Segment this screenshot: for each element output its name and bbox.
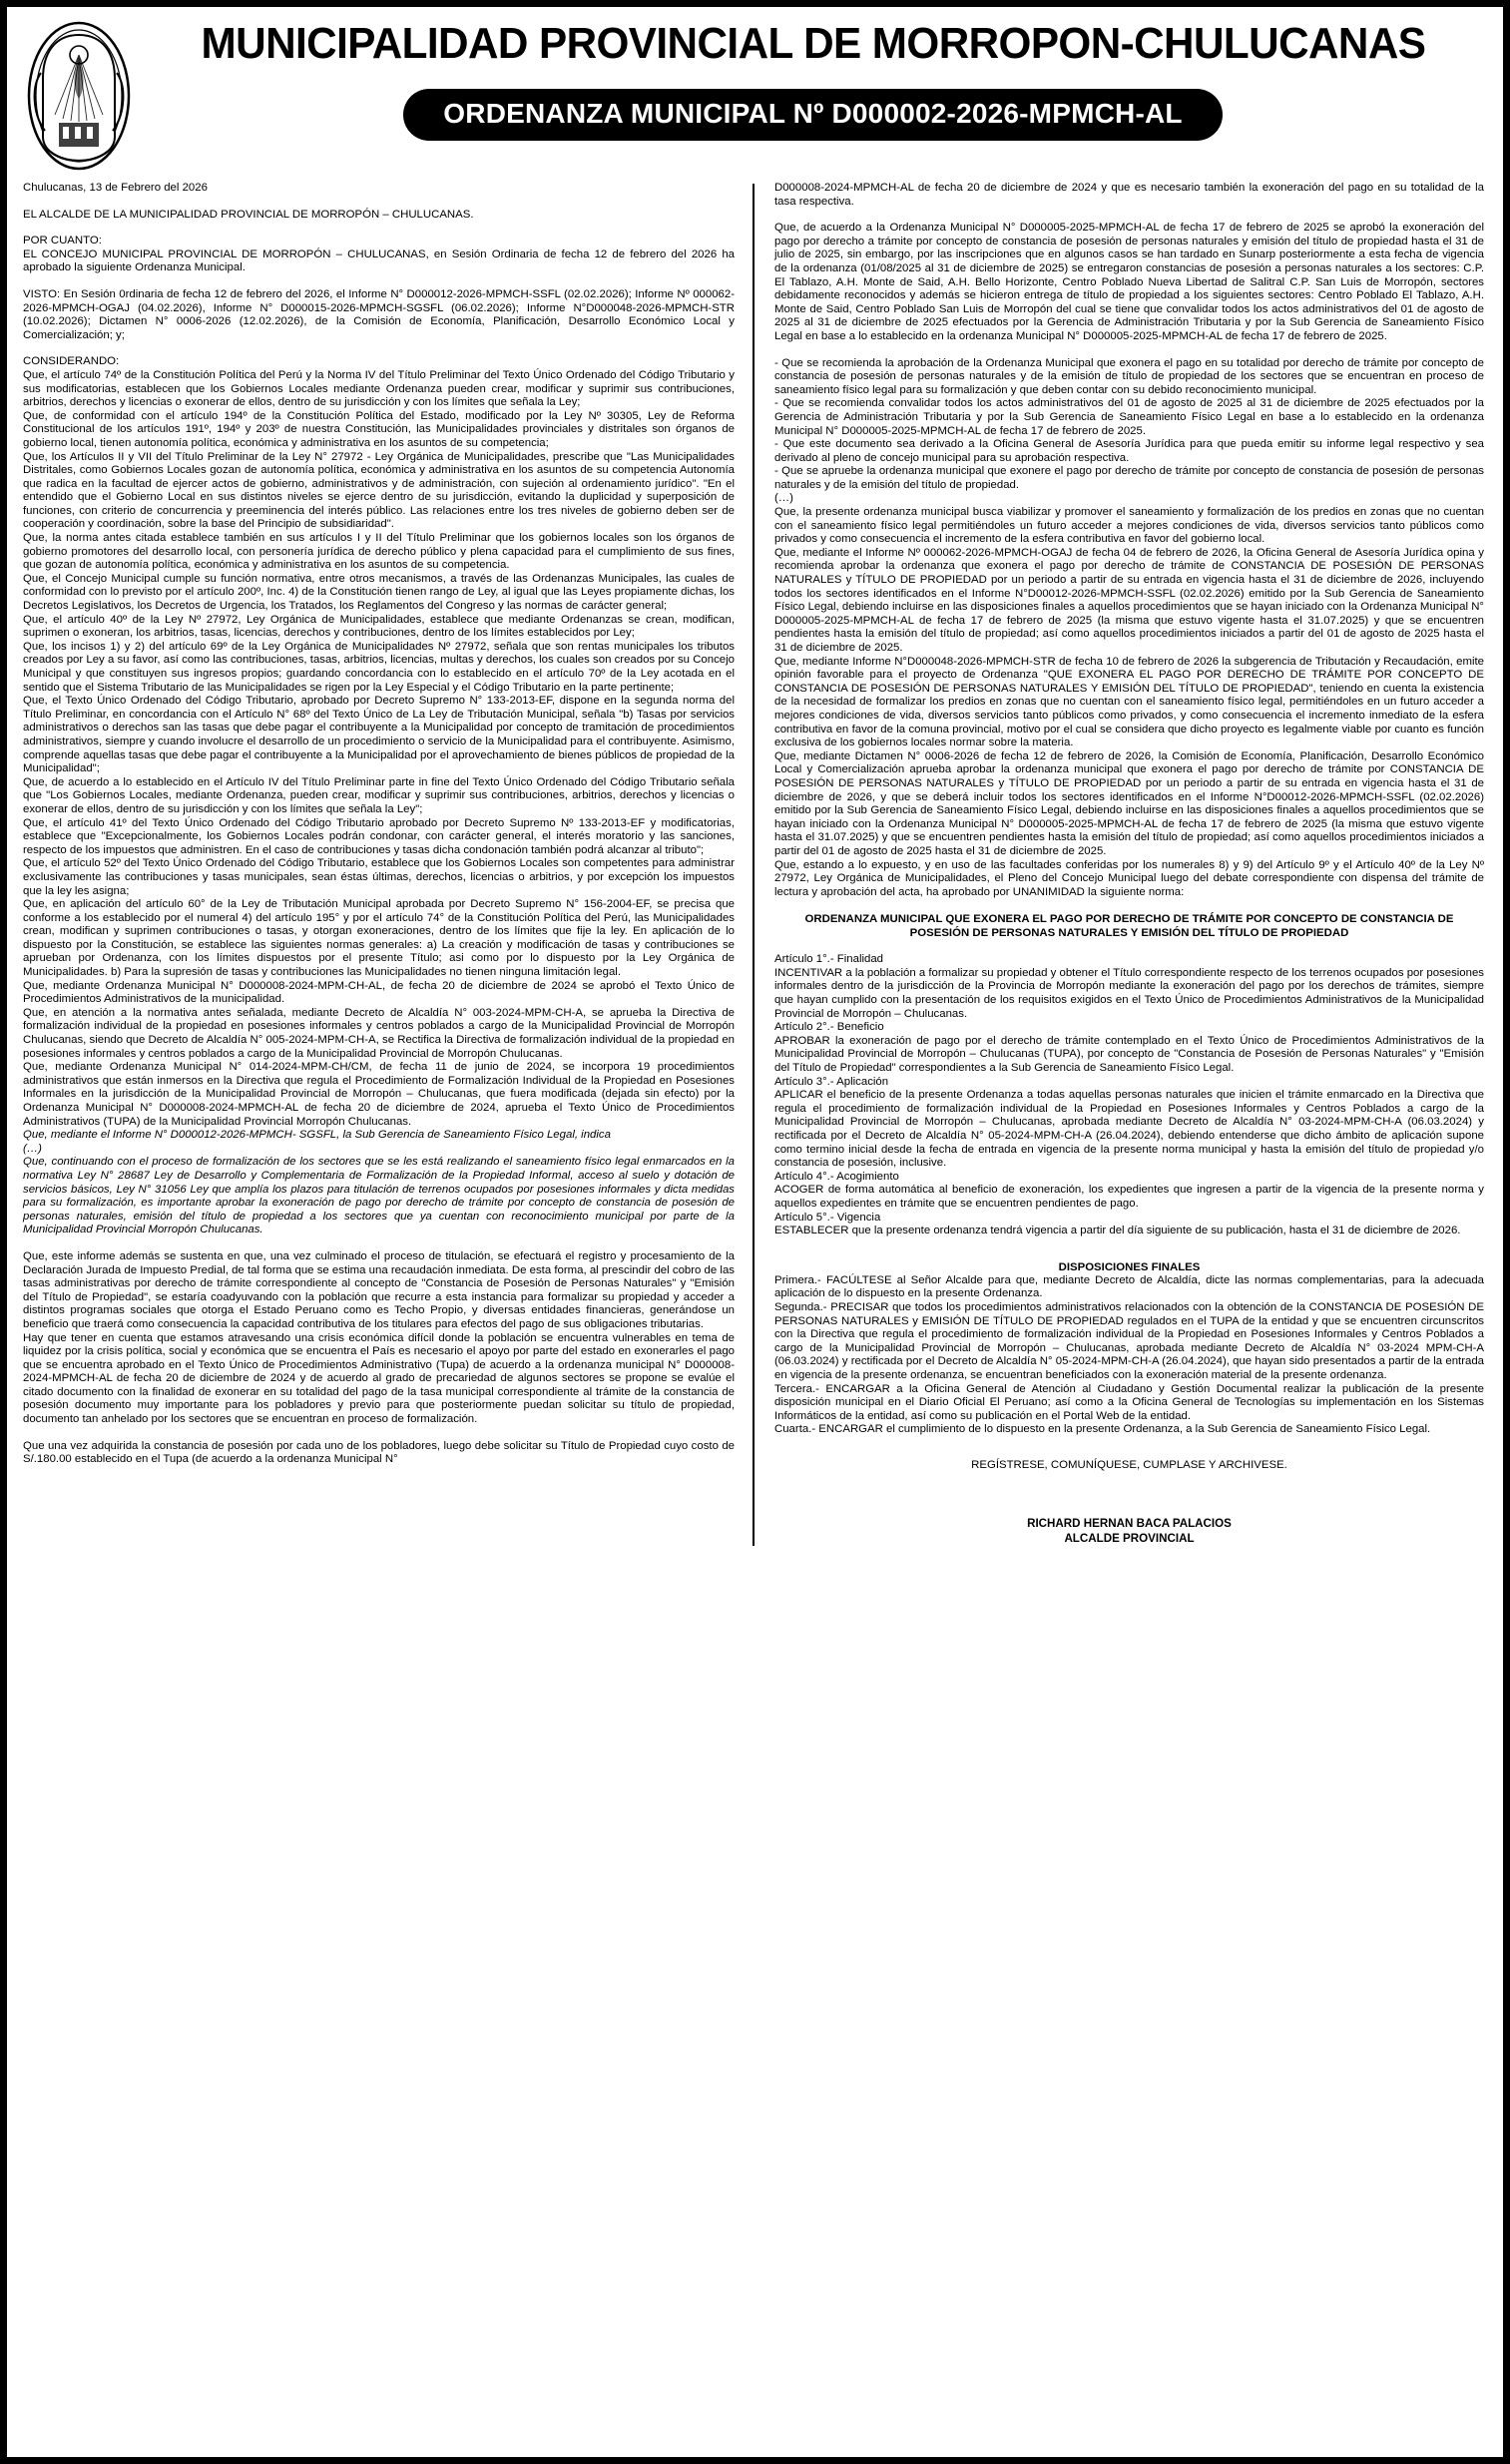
document-header [7, 7, 1503, 182]
considerando-item: Que, mediante Ordenanza Municipal N° 014-2024-MPM-CH/CM, de fecha 11 de junio de 2024, se incorpora 19 procedimientos administrativos que están inmersos en la Directiva que regula el Procedimiento de Formalización Individual de la Propiedad en Posesiones Informales en la jurisdicción de la Municipalidad Provincial de Morropón – Chulucanas, que fuera modificada (dejada sin efecto) por la Ordenanza Municipal N° D000008-2024-MPMCH-AL de fecha 20 de diciembre de 2024, aprueba el Texto Único de Procedimientos Administrativos (TUPA) de la Municipalidad Provincial Morropón Chulucanas. [23, 1061, 735, 1128]
article-title: Artículo 5°.- Vigencia [774, 1211, 881, 1224]
article-title: Artículo 1°.- Finalidad [774, 953, 884, 966]
article-body: APROBAR la exoneración de pago por el derecho de trámite contemplado en el Texto Único de Procedimientos Administrativos de la Municipalidad Provincial de Morropón – Chulucanas (TUPA), por concepto de "Constancia de Posesión de Personas Naturales" y "Emisión del Título de Propiedad" correspondientes a la Sub Gerencia de Saneamiento Físico Legal. [774, 1034, 1484, 1075]
document-body [7, 182, 1503, 1546]
considerando-item: Que, los incisos 1) y 2) del artículo 69º de la Ley Orgánica de Municipalidades Nº 27972, señala que son rentas municipales los tributos creados por Ley a su favor, así como las contribuciones, tasas, arbitrios, licencias, multas y derechos, los cuales son creados por su Concejo Municipal y que constituyen sus ingresos propios; guardando concordancia con lo establecido en el artículo 70º de la Ley acotada en el sentido que el Sistema Tributario de las Municipalidades se rigen por la Ley Especial y el Código Tributario en la parte pertinente; [23, 640, 735, 694]
right-paragraph: - Que se recomienda convalidar todos los actos administrativos del 01 de agosto de 2025 al 31 de diciembre de 2025 efectuados por la Gerencia de Administración Tributaria y por la Sub Gerencia de Saneamiento Físico Legal en base a lo establecido en la ordenanza Municipal N° D000005-2025-MPMCH-AL de fecha 17 de febrero de 2025. [774, 397, 1484, 437]
signature-name: RICHARD HERNAN BACA PALACIOS [1027, 1517, 1232, 1531]
right-paragraph: Que, de acuerdo a la Ordenanza Municipal N° D000005-2025-MPMCH-AL de fecha 17 de febrero de 2025 se aprobó la exoneración del pago por derecho a trámite por concepto de constancia de posesión de personas naturales y emisión del título de propiedad hasta el 31 de julio de 2025, sin embargo, por las inscripciones que en algunos casos se han tardado en Sunarp posteriormente a esta fecha de vigencia de la ordenanza (01/08/2025 al 31 de diciembre de 2025) se entregaron constancias de posesión a personas naturales a los sectores: C.P. El Tablazo, A.H. Monte de Said, A.H. Bello Horizonte, Centro Poblado Nueva Libertad de Salitral C.P. San Luis de Morropón, sectores debidamente reconocidos y además se hicieron entrega de título de propiedad a los siguientes sectores: Centro Poblado El Tablazo, A.H. Monte de Said, Centro Poblado San Luis de Morropón del cual se tiene que convalidar todos los actos administrativos del 01 de agosto de 2025 al 31 de diciembre de 2025 efectuados por la Gerencia de Administración Tributaria y por la Sub Gerencia de Saneamiento Físico Legal en base a lo establecido en la ordenanza Municipal N° D000005-2025-MPMCH-AL de fecha 17 de febrero de 2025. [774, 222, 1484, 342]
place-date: Chulucanas, 13 de Febrero del 2026 [23, 182, 208, 194]
informe-italic-intro: Que, mediante el Informe N° D000012-2026-MPMCH- SGSFL, la Sub Gerencia de Saneamiento Físico Legal, indica [23, 1129, 611, 1142]
final-provision-item: Tercera.- ENCARGAR a la Oficina General de Atención al Ciudadano y Gestión Documental realizar la publicación de la presente disposición municipal en el Diario Oficial El Peruano; así como a la Oficina General de Tecnologías su implementación en los Sistemas Informáticos de la entidad, así como su publicación en el Portal Web de la entidad. [774, 1382, 1484, 1422]
article-body: ESTABLECER que la presente ordenanza tendrá vigencia a partir del día siguiente de su publicación, hasta el 31 de diciembre de 2026. [774, 1225, 1461, 1237]
signature-role: ALCALDE PROVINCIAL [1064, 1532, 1195, 1546]
ellipsis-marker: (…) [774, 492, 793, 505]
visto-paragraph: VISTO: En Sesión 0rdinaria de fecha 12 de febrero del 2026, el Informe N° D000012-2026-MPMCH-SSFL (02.02.2026); Informe Nº 000062-2026-MPMCH-OGAJ (04.02.2026), Informe N° D000015-2026-MPMCH-SGSFL (06.02.2026); Informe N°D000048-2026-MPMCH-STR (10.02.2026); Dictamen N° 0006-2026 (12.02.2026), de la Comisión de Economía, Planificación, Desarrollo Económico Local y Comercialización; y; [23, 287, 735, 341]
left-column-last-paragraph: Que una vez adquirida la constancia de posesión por cada uno de los pobladores, luego debe solicitar su Título de Propiedad cuyo costo de S/.180.00 establecido en el Tupa (de acuerdo a la ordenanza Municipal N° [23, 1439, 735, 1466]
continuation-paragraph: D000008-2024-MPMCH-AL de fecha 20 de diciembre de 2024 y que es necesario también la exoneración del pago en su totalidad de la tasa respectiva. [774, 182, 1484, 208]
right-paragraph: Que, la presente ordenanza municipal busca viabilizar y promover el saneamiento y formalización de los predios en zonas que no cuentan con el saneamiento físico legal permitiéndoles un futuro acceder a mejores condiciones de vida, diversos servicios tanto públicos como privados y como consecuencia el incremento de la esfera contributiva en favor del gobierno local. [774, 506, 1484, 546]
left-column [23, 182, 749, 1546]
right-paragraph: Que, mediante Informe N°D000048-2026-MPMCH-STR de fecha 10 de febrero de 2026 la subgerencia de Tributación y Recaudación, emite opinión favorable para el proyecto de Ordenanza "QUE EXONERA EL PAGO POR DERECHO DE TRÁMITE POR CONCEPTO DE CONSTANCIA DE POSESIÓN DE PERSONAS NATURALES Y EMISIÓN DEL TÍTULO DE PROPIEDAD", teniendo en cuenta la existencia de la necesidad de formalizar los predios en zonas que no cuentan con el saneamiento físico legal, permitiéndoles en un futuro acceder a mejores condiciones de vida, diversos servicios tanto públicos como privados, y como consecuencia el incremento inmediato de la esfera contributiva en favor de la comuna provincial, motivo por el cual se considera que dicho proyecto es legalmente viable por cuanto es función exclusiva de los gobiernos locales normar sobre la materia. [774, 655, 1484, 749]
right-paragraph: Que, estando a lo expuesto, y en uso de las facultades conferidas por los numerales 8) y 9) del Artículo 9º y el Artículo 40º de la Ley Nº 27972, Ley Orgánica de Municipalidades, el Pleno del Concejo Municipal luego del debate correspondiente con dispensa del trámite de lectura y aprobación del acta, ha aprobado por UNANIMIDAD la siguiente norma: [774, 858, 1484, 898]
closing-paragraph: Que, este informe además se sustenta en que, una vez culminado el proceso de titulación, se efectuará el registro y procesamiento de la Declaración Jurada de Impuesto Predial, de tal forma que se estima una recaudación inmediata. De esta forma, al prescindir del cobro de las tasas administrativas por derecho de trámite correspondiente al concepto de "Constancia de Posesión de Personas Naturales" y "Emisión del Título de Propiedad", se estaría coadyuvando con la población que recurre a esta instancia para formalizar su propiedad y acceder a distintos programas sociales que otorga el Estado Peruano como es Techo Propio, y diversas entidades financieras, generándose un beneficio que traerá como consecuencia la capacidad contributiva de los titulares para efectos del pago de sus obligaciones tributarias. [23, 1249, 735, 1330]
considerando-label: CONSIDERANDO: [23, 355, 120, 368]
considerando-item: Que, el artículo 52º del Texto Único Ordenado del Código Tributario, establece que los Gobiernos Locales son competentes para administrar exclusivamente las contribuciones y tasas municipales, sean éstas últimas, derechos, licencias o arbitrios, y por excepción los impuestos que la ley les asigna; [23, 857, 735, 897]
ordinance-number-badge: ORDENANZA MUNICIPAL Nº D000002-2026-MPMCH-AL [403, 89, 1222, 141]
considerando-item: Que, los Artículos II y VII del Título Preliminar de la Ley N° 27972 - Ley Orgánica de Municipalidades, prescribe que "Las Municipalidades Distritales, como Gobiernos Locales gozan de autonomía política, económica y administrativa en los asuntos de su competencia Autonomía que radica en la facultad de ejercer actos de gobierno, administrativos y de administración, con sujeción al ordenamiento jurídico". "En el entendido que el Gobierno Local en sus distintos niveles se ejerce dentro de su jurisdicción, evitando la duplicidad y superposición de funciones, con criterio de concurrencia y preeminencia del interés público. Las relaciones entre los tres niveles de gobierno deben ser de cooperación y coordinación, sobre la base del Principio de subsidiaridad". [23, 450, 735, 531]
right-paragraph: - Que este documento sea derivado a la Oficina General de Asesoría Jurídica para que pueda emitir su informe legal respectivo y sea derivado al pleno de concejo municipal para su aprobación respectiva. [774, 438, 1484, 464]
article-title: Artículo 2°.- Beneficio [774, 1021, 884, 1034]
final-provision-item: Segunda.- PRECISAR que todos los procedimientos administrativos relacionados con la obtención de la CONSTANCIA DE POSESIÓN DE PERSONAS NATURALES y EMISIÓN DE TÍTULO DE PROPIEDAD regulados en el TUPA de la entidad y que se encuentren circunscritos con la Directiva que regula el procedimiento de formalización individual de la Propiedad en Posesiones Informales y Centros Poblados a cargo de la Municipalidad Provincial de Morropón – Chulucanas, aprobada mediante Decreto de Alcaldía N° 03-2024 MPM-CH-A (06.03.2024) y rectificada por el Decreto de Alcaldía N° 05-2024-MPM-CH-A (26.04.2024), que hayan sido presentados a partir de la entrada en vigencia de la presente ordenanza, se encuentran beneficiados con la exoneración material de la presente ordenanza. [774, 1300, 1484, 1381]
right-paragraph: - Que se apruebe la ordenanza municipal que exonere el pago por derecho de trámite por concepto de constancia de posesión de personas naturales y de la emisión del título de propiedad. [774, 465, 1484, 491]
considerando-item: Que, mediante Ordenanza Municipal N° D000008-2024-MPM-CH-AL, de fecha 20 de diciembre de 2024 se aprobó el Texto Único de Procedimientos Administrativos de la municipalidad. [23, 979, 735, 1006]
considerando-item: Que, en atención a la normativa antes señalada, mediante Decreto de Alcaldía N° 003-2024-MPM-CH-A, se aprueba la Directiva de formalización individual de la propiedad en posesiones informales y centros poblados a cargo de la Municipalidad Provincial de Morropón Chulucanas, siendo que Decreto de Alcaldía N° 005-2024-MPM-CH-A, se Rectifica la Directiva de formalización individual de la propiedad en posesiones informales y centros poblados a cargo de la Municipalidad Provincial de Morropón Chulucanas. [23, 1006, 735, 1060]
final-provision-item: Primera.- FACÚLTESE al Señor Alcalde para que, mediante Decreto de Alcaldía, dicte las normas complementarias, para la adecuada aplicación de lo dispuesto en la presente Ordenanza. [774, 1273, 1484, 1300]
final-provisions-heading: DISPOSICIONES FINALES [1058, 1260, 1201, 1273]
right-paragraph: - Que se recomienda la aprobación de la Ordenanza Municipal que exonera el pago en su totalidad por derecho de trámite por concepto de constancia de posesión de personas naturales y de la emisión de título de propiedad de los sectores que se encuentran en proceso de saneamiento físico legal para su formalización y que deben contar con su debido reconocimiento municipal. [774, 356, 1484, 396]
closing-paragraph: Hay que tener en cuenta que estamos atravesando una crisis económica difícil donde la población se encuentra vulnerables en tema de liquidez por la crisis política, social y económica que se encuentra el País es necesario el apoyo por parte del estado en exonerarles el pago que se encuentra aprobado en el Texto Único de Procedimientos Administrativo (Tupa) de acuerdo a la ordenanza municipal N° D000008-2024-MPMCH-AL de fecha 20 de diciembre de 2024 y de acuerdo al grado de precariedad de algunos sectores se propone se evalúe el citado documento con la finalidad de exonerar en su totalidad del pago de la tasa municipal correspondiente al trámite de la constancia de posesión documento muy importante para los pobladores y previo para que posteriormente puedan solicitar su título de propiedad, documento tan anhelado por los sectores que se encuentran en proceso de formalización. [23, 1331, 735, 1426]
considerando-item: Que, la norma antes citada establece también en sus artículos I y II del Título Preliminar que los gobiernos locales son los órganos de gobierno promotores del desarrollo local, con personería jurídica de derecho público y plena capacidad para el cumplimiento de sus fines, que gozan de autonomía política, económica y administrativa en los asuntos de su competencia. [23, 532, 735, 572]
article-body: ACOGER de forma automática al beneficio de exoneración, los expedientes que ingresen a partir de la vigencia de la presente norma y aquellos expedientes en trámite que se encuentren pendientes de pago. [774, 1184, 1484, 1210]
informe-italic-body: Que, continuando con el proceso de formalización de los sectores que se les está realizando el saneamiento físico legal enmarcados en la normativa Ley N° 28687 Ley de Desarrollo y Complementaria de Formalización de la Propiedad Informal, acceso al suelo y dotación de servicios básicos, Ley N° 31056 Ley que amplía los plazos para titulación de terrenos ocupados por posesiones informales y dicta medidas para su formalización, es importante aprobar la exoneración de pago por derecho de trámite por concepto de constancia de posesión de personas naturales, emisión del título de propiedad a los sectores que ya cuentan con reconocimiento municipal por parte de la Municipalidad Provincial Morropón Chulucanas. [23, 1156, 735, 1236]
right-column [758, 182, 1484, 1546]
considerando-item: Que, de acuerdo a lo establecido en el Artículo IV del Título Preliminar parte in fine del Texto Único Ordenado del Código Tributario señala que "Los Gobiernos Locales, mediante Ordenanza, pueden crear, modificar y suprimir sus contribuciones, arbitrios, derechos y licencias o exonerar de ellos, dentro de su jurisdicción y con los límites que señala la Ley"; [23, 775, 735, 815]
header-text-block [133, 15, 1493, 141]
ellipsis-marker: (…) [23, 1142, 42, 1155]
page-title: MUNICIPALIDAD PROVINCIAL DE MORROPON-CHULUCANAS [201, 19, 1425, 68]
ordinance-heading: ORDENANZA MUNICIPAL QUE EXONERA EL PAGO POR DERECHO DE TRÁMITE POR CONCEPTO DE CONSTANCIA DE POSESIÓN DE PERSONAS NATURALES Y EMISIÓN DEL TÍTULO DE PROPIEDAD [804, 913, 1454, 940]
considerando-item: Que, en aplicación del artículo 60° de la Ley de Tributación Municipal aprobada por Decreto Supremo N° 156-2004-EF, se precisa que conforme a los establecido por el numeral 4) del artículo 195° y por el artículo 74° de la Constitución Política del Perú, las Municipalidades crean, modifican y suprimen contribuciones o tasas, y otorgan exoneraciones, dentro de los límites que fije la ley. En aplicación de lo dispuesto por la Constitución, se establece las siguientes normas generales: a) La creación y modificación de tasas y contribuciones se aprueban por Ordenanza, con los límites dispuestos por el presente Título; asi como por lo dispuesto por la Ley Orgánica de Municipalidades. b) Para la supresión de tasas y contribuciones las Municipalidades no tienen ninguna limitación legal. [23, 898, 735, 979]
considerando-item: Que, de conformidad con el artículo 194º de la Constitución Política del Estado, modificado por la Ley Nº 30305, Ley de Reforma Constitucional de los artículos 191º, 194º y 203º de nuestra Constitución, las Municipalidades provinciales y distritales son órganos de gobierno local, tienen autonomía política, económica y administrativa en los asuntos de su competencia; [23, 409, 735, 449]
coat-of-arms-icon [25, 19, 133, 174]
right-paragraph: Que, mediante el Informe Nº 000062-2026-MPMCH-OGAJ de fecha 04 de febrero de 2026, la Oficina General de Asesoría Jurídica opina y recomienda aprobar la ordenanza que exonera el pago por derecho de trámite de CONSTANCIA DE POSESIÓN DE PERSONAS NATURALES y TÍTULO DE PROPIEDAD por un periodo a partir de su entrada en vigencia hasta el 31 de diciembre de 2026, incluyendo todos los sectores identificados en el Informe N°D00012-2026-MPMCH-SSFL (02.02.2026) emitido por la Sub Gerencia de Saneamiento Físico Legal, debiendo incluirse en las disposiciones finales a aquellos procedimientos que se hayan iniciado con la Ordenanza Municipal N° D000005-2025-MPMCH-AL de fecha 17 de febrero de 2025 (la misma que estuvo vigente hasta el 31.07.2025) y que se encuentren pendientes hasta la emisión del título de propiedad; así como aquellos procedimientos iniciados a partir del 01 de agosto de 2025 hasta el 31 de diciembre de 2025. [774, 546, 1484, 654]
registrese-line: REGÍSTRESE, COMUNÍQUESE, CUMPLASE Y ARCHIVESE. [971, 1458, 1287, 1471]
column-divider [753, 184, 755, 1546]
mayor-line: EL ALCALDE DE LA MUNICIPALIDAD PROVINCIAL DE MORROPÓN – CHULUCANAS. [23, 208, 474, 221]
article-title: Artículo 4°.- Acogimiento [774, 1170, 899, 1183]
article-body: INCENTIVAR a la población a formalizar su propiedad y obtener el Título correspondiente respecto de los terrenos ocupados por posesiones informales dentro de la jurisdicción de la Provincia de Morropón mediante la exoneración del pago por los derechos de trámites, siempre que hayan cumplido con la presentación de los requisitos exigidos en el Texto Único de Procedimientos Administrativos de la Municipalidad Provincial de Morropón – Chulucanas. [774, 966, 1484, 1020]
considerando-item: Que, el artículo 74º de la Constitución Política del Perú y la Norma IV del Título Preliminar del Texto Único Ordenado del Código Tributario y sus modificatorias, establecen que los Gobiernos Locales mediante Ordenanza pueden crear, modificar y suprimir sus contribuciones, arbitrios, derechos y licencias o exonerar de ellos, dentro de su jurisdicción y con los límites que señala la Ley; [23, 368, 735, 409]
final-provision-item: Cuarta.- ENCARGAR el cumplimiento de lo dispuesto en la presente Ordenanza, a la Sub Gerencia de Saneamiento Físico Legal. [774, 1423, 1431, 1436]
considerando-item: Que, el Concejo Municipal cumple su función normativa, entre otros mecanismos, a través de las Ordenanzas Municipales, las cuales de conformidad con lo previsto por el artículo 200º, Inc. 4) de la Constitución tienen rango de Ley, al igual que las Leyes propiamente dichas, los Decretos Legislativos, los Decretos de Urgencia, los Tratados, los Reglamentos del Congreso y las normas de carácter general; [23, 572, 735, 613]
article-title: Artículo 3°.- Aplicación [774, 1075, 889, 1088]
article-body: APLICAR el beneficio de la presente Ordenanza a todas aquellas personas naturales que inicien el trámite enmarcado en la Directiva que regula el procedimiento de formalización individual de la Propiedad en Posesiones Informales y Centros Poblados a cargo de la Municipalidad Provincial de Morropón – Chulucanas, aprobada mediante Decreto de Alcaldía N° 03-2024-MPM-CH-A (06.03.2024) y rectificada por el Decreto de Alcaldía N° 05-2024-MPM-CH-A (26.04.2024), debiendo entenderse que dicho ámbito de aplicación supone como termino inicial desde la fecha de entrada en vigencia de la presente norma municipal y hasta la emisión del título de propiedad y/o constancia de posesión, inclusive. [774, 1089, 1484, 1170]
considerando-item: Que, el artículo 41º del Texto Único Ordenado del Código Tributario aprobado por Decreto Supremo Nº 133-2013-EF y modificatorias, establece que "Excepcionalmente, los Gobiernos Locales podrán condonar, con carácter general, el interés moratorio y las sanciones, respecto de los impuestos que administren. En el caso de contribuciones y tasas dicha condonación también podrá alcanzar al tributo"; [23, 816, 735, 856]
por-cuanto-text: EL CONCEJO MUNICIPAL PROVINCIAL DE MORROPÓN – CHULUCANAS, en Sesión Ordinaria de fecha 12 de febrero del 2026 ha aprobado la siguiente Ordenanza Municipal. [23, 247, 735, 274]
right-paragraph: Que, mediante Dictamen N° 0006-2026 de fecha 12 de febrero de 2026, la Comisión de Economía, Planificación, Desarrollo Económico Local y Comercialización aprueba aprobar la ordenanza municipal que exonera el pago por derecho de trámite por CONSTANCIA DE POSESIÓN DE PERSONAS NATURALES y TÍTULO DE PROPIEDAD por un periodo a partir de su entrada en vigencia hasta el 31 de diciembre de 2026, y que se deberá incluir todos los sectores identificados en el Informe N°D00012-2026-MPMCH-SSFL (02.02.2026) emitido por la Sub Gerencia de Saneamiento Físico Legal, debiendo incluirse en las disposiciones finales a aquellos procedimientos que se hayan iniciado con la Ordenanza Municipal N° D000005-2025-MPMCH-AL de fecha 17 de febrero de 2025 (la misma que estuvo vigente hasta el 31.07.2025) y que se encuentren pendientes hasta la emisión del título de propiedad; así como aquellos procedimientos iniciados a partir del 01 de agosto de 2025 hasta el 31 de diciembre de 2025. [774, 749, 1484, 857]
considerando-item: Que, el Texto Único Ordenado del Código Tributario, aprobado por Decreto Supremo N° 133-2013-EF, dispone en la segunda norma del Título Preliminar, en concordancia con el Artículo N° 68º del Texto Único de La Ley de Tributación Municipal, señala "b) Tasas por servicios administrativos o derechos san las tasas que debe pagar el contribuyente a la Municipalidad por concepto de tramitación de procedimientos administrativos, siempre y cuando involucre el desarrollo de un procedimiento o servicio de la Municipalidad para el contribuyente. Asimismo, comprende aquellas tasas que debe pagar el contribuyente a la Municipalidad por el aprovechamiento de bienes públicos de propiedad de la Municipalidad"; [23, 695, 735, 775]
considerando-item: Que, el artículo 40º de la Ley Nº 27972, Ley Orgánica de Municipalidades, establece que mediante Ordenanzas se crean, modifican, suprimen o exoneran, los arbitrios, tasas, licencias, derechos y contribuciones, dentro de los límites establecidos por Ley; [23, 613, 735, 640]
por-cuanto-label: POR CUANTO: [23, 235, 102, 247]
